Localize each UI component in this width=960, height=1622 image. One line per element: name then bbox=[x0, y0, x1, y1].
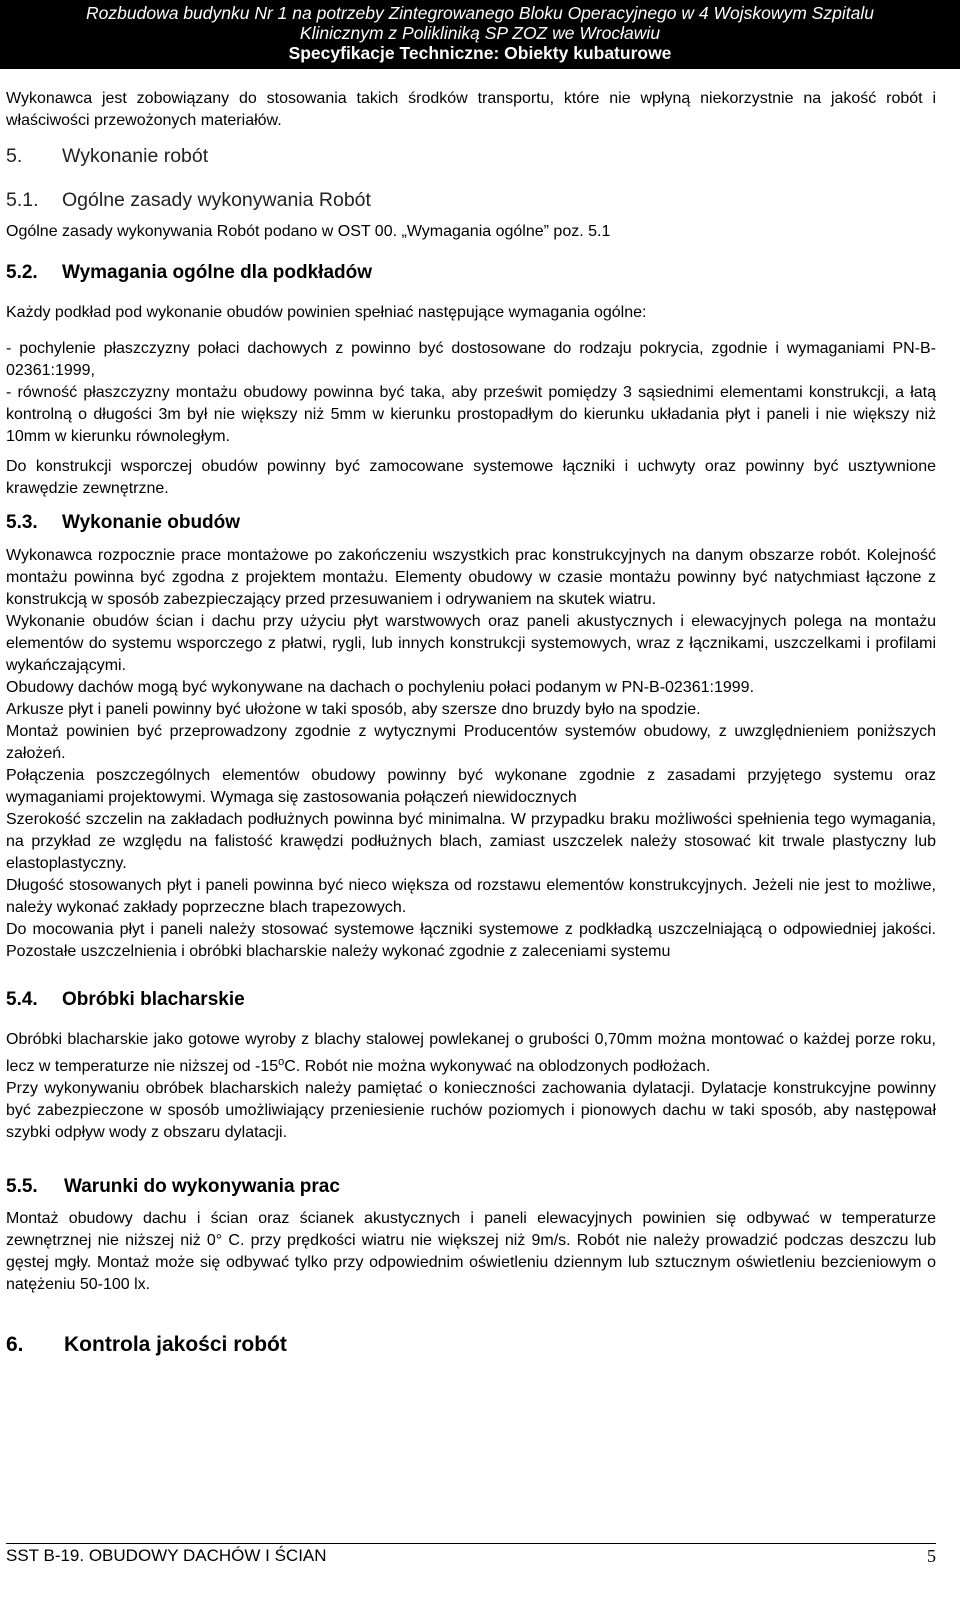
header-line-2: Klinicznym z Polikliniką SP ZOZ we Wrocławiu bbox=[299, 23, 661, 43]
section-5-4-heading bbox=[6, 987, 936, 1013]
section-5-3-p5: Montaż powinien być przeprowadzony zgodnie z wytycznymi Producentów systemów obudowy, z uwzględnieniem poniższych założeń. bbox=[6, 723, 936, 762]
section-5-3-heading bbox=[6, 510, 936, 536]
section-5-2-body: Do konstrukcji wsporczej obudów powinny być zamocowane systemowe łączniki i uchwyty oraz powinny być usztywnione krawędzie zewnętrzne. bbox=[6, 458, 936, 497]
header-line-1: Rozbudowa budynku Nr 1 na potrzeby Zintegrowanego Bloku Operacyjnego w 4 Wojskowym Szpitalu bbox=[86, 3, 874, 23]
section-5-2-item-2: - równość płaszczyzny montażu obudowy powinna być taka, aby prześwit pomiędzy 3 sąsiednimi elementami konstrukcji, a łatą kontrolną o długości 3m był nie większy niż 5mm w kierunku prostopadłym do kierunku układania płyt i paneli i nie większy niż 10mm w kierunku równoległym. bbox=[6, 384, 936, 445]
section-5-2-item-1: - pochylenie płaszczyzny połaci dachowych z powinno być dostosowane do rodzaju pokrycia, zgodnie i wymaganiami PN-B-02361:1999, bbox=[6, 340, 936, 379]
section-5-3-p2: Wykonanie obudów ścian i dachu przy użyciu płyt warstwowych oraz paneli akustycznych i elewacyjnych polega na montażu elementów do systemu wsporczego z płatwi, rygli, lub innych konstrukcji systemowych, wraz z łącznikami, uszczelkami i profilami wykańczającymi. bbox=[6, 613, 936, 674]
section-5-1-body: Ogólne zasady wykonywania Robót podano w OST 00. „Wymagania ogólne” poz. 5.1 bbox=[6, 223, 611, 240]
section-number: 5.2. bbox=[6, 262, 38, 283]
page-number: 5 bbox=[927, 1546, 936, 1566]
superscript: o bbox=[278, 1056, 285, 1068]
section-5-3-p4: Arkusze płyt i paneli powinny być ułożone w taki sposób, aby szersze dno bruzdy było na spodzie. bbox=[6, 701, 701, 718]
section-number: 5.3. bbox=[6, 512, 38, 533]
section-number: 6. bbox=[6, 1333, 24, 1356]
section-5-2-heading bbox=[6, 260, 936, 286]
section-title: Obróbki blacharskie bbox=[62, 989, 245, 1010]
section-5-3-p9: Do mocowania płyt i paneli należy stosować systemowe łączniki systemowe z podkładką uszczelniającą o odpowiedniej jakości. Pozostałe uszczelnienia i obróbki blacharskie należy wykonać zgodnie z zaleceniami systemu bbox=[6, 921, 936, 960]
section-6-heading bbox=[6, 1332, 936, 1358]
section-5-3-p6: Połączenia poszczególnych elementów obudowy powinny być wykonane zgodnie z zasadami przyjętego systemu oraz wymaganiami projektowymi. Wymaga się zastosowania połączeń niewidocznych bbox=[6, 767, 936, 806]
section-title: Wykonanie robót bbox=[62, 145, 209, 167]
footer-title: SST B-19. OBUDOWY DACHÓW I ŚCIAN bbox=[6, 1546, 327, 1565]
section-title: Wykonanie obudów bbox=[62, 512, 241, 533]
section-5-3-p8: Długość stosowanych płyt i paneli powinna być nieco większa od rozstawu elementów konstrukcyjnych. Jeżeli nie jest to możliwe, należy wykonać zakłady poprzeczne blach trapezowych. bbox=[6, 877, 936, 916]
section-5-2-intro: Każdy podkład pod wykonanie obudów powinien spełniać następujące wymagania ogólne: bbox=[6, 304, 647, 321]
section-5-heading bbox=[6, 143, 936, 169]
section-number: 5.5. bbox=[6, 1176, 38, 1197]
document-body bbox=[6, 88, 936, 1358]
footer-divider bbox=[6, 1543, 936, 1544]
section-5-3-p1: Wykonawca rozpocznie prace montażowe po zakończeniu wszystkich prac konstrukcyjnych na danym obszarze robót. Kolejność montażu powinna być zgodna z projektem montażu. Elementy obudowy w czasie montażu powinny być natychmiast łączone z konstrukcją w sposób zabezpieczający przed przesuwaniem i odrywaniem na skutek wiatru. bbox=[6, 547, 936, 608]
section-number: 5. bbox=[6, 145, 23, 167]
section-5-5-p1: Montaż obudowy dachu i ścian oraz ścianek akustycznych i paneli elewacyjnych powinien się odbywać w temperaturze zewnętrznej nie niższej niż 0° C. przy prędkości wiatru nie większej niż 9m/s. Robót nie należy prowadzić podczas deszczu lub gęstej mgły. Montaż może się odbywać tylko przy odpowiednim oświetleniu dziennym lub sztucznym oświetleniu bezcieniowym o natężeniu 50-100 lx. bbox=[6, 1210, 936, 1293]
section-number: 5.4. bbox=[6, 989, 38, 1010]
section-5-1-heading bbox=[6, 187, 936, 213]
section-title: Warunki do wykonywania prac bbox=[64, 1176, 340, 1197]
section-5-4-p1 bbox=[6, 1029, 936, 1078]
document-footer bbox=[6, 1546, 936, 1566]
text-run: C. Robót nie można wykonywać na oblodzonych podłożach. bbox=[284, 1058, 711, 1075]
section-title: Kontrola jakości robót bbox=[64, 1333, 287, 1356]
document-header bbox=[0, 0, 960, 69]
section-5-4-p2: Przy wykonywaniu obróbek blacharskich należy pamiętać o konieczności zachowania dylatacji. Dylatacje konstrukcyjne powinny być zabezpieczone w sposób umożliwiający przeniesienie ruchów poziomych i pionowych dachu w taki sposób, aby następował szybki odpływ wody z obszaru dylatacji. bbox=[6, 1080, 936, 1141]
text-run: Obróbki blacharskie jako gotowe wyroby z blachy stalowej powlekanej o grubości 0,70mm można montować o każdej porze roku, lecz w temperaturze nie niższej od -15 bbox=[6, 1031, 936, 1075]
header-line-3: Specyfikacje Techniczne: Obiekty kubaturowe bbox=[288, 43, 672, 63]
intro-paragraph: Wykonawca jest zobowiązany do stosowania takich środków transportu, które nie wpłyną niekorzystnie na jakość robót i właściwości przewożonych materiałów. bbox=[6, 90, 936, 129]
section-5-3-p3: Obudowy dachów mogą być wykonywane na dachach o pochyleniu połaci podanym w PN-B-02361:1999. bbox=[6, 679, 755, 696]
section-5-3-p7: Szerokość szczelin na zakładach podłużnych powinna być minimalna. W przypadku braku możliwości spełnienia tego wymagania, na przykład ze względu na falistość krawędzi podłużnych blach, zamiast uszczelek należy stosować kit trwale plastyczny lub elastoplastyczny. bbox=[6, 811, 936, 872]
section-5-5-heading bbox=[6, 1174, 936, 1200]
section-title: Ogólne zasady wykonywania Robót bbox=[62, 189, 371, 211]
section-number: 5.1. bbox=[6, 189, 39, 211]
section-title: Wymagania ogólne dla podkładów bbox=[62, 262, 373, 283]
